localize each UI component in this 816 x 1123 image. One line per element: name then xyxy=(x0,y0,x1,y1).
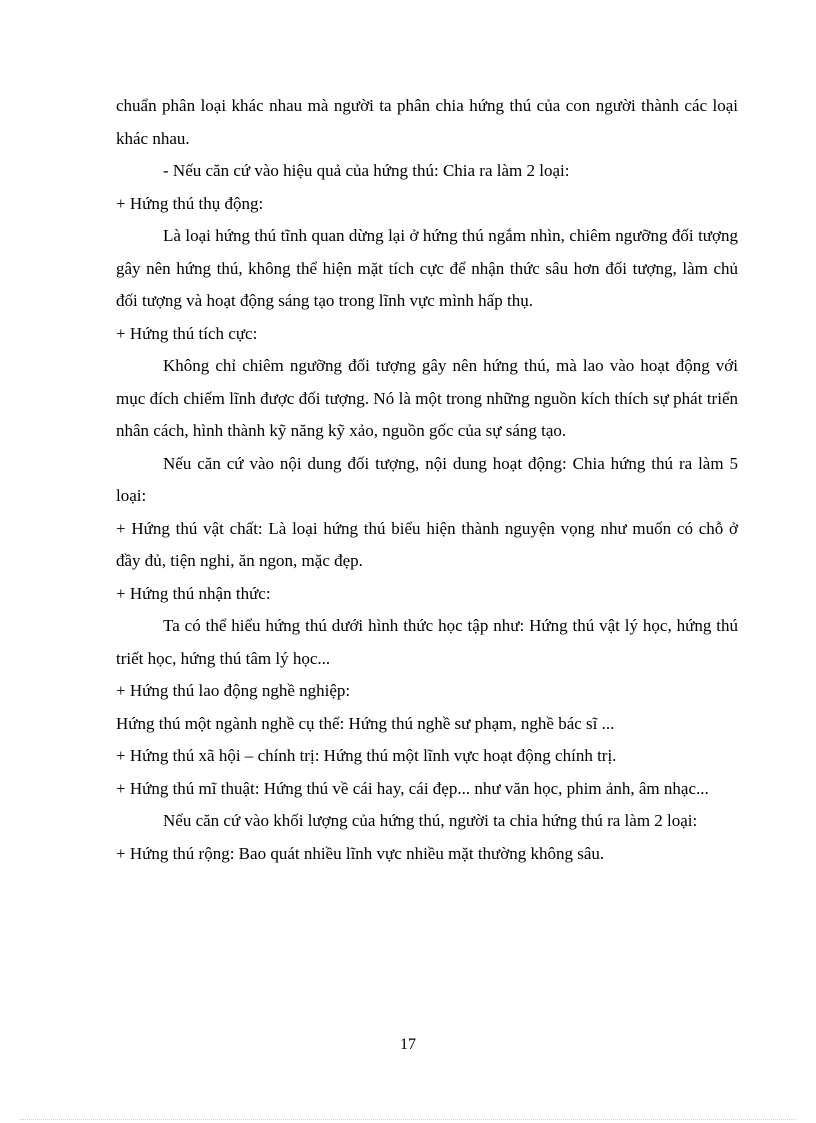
heading-passive-interest: + Hứng thú thụ động: xyxy=(116,193,264,213)
page-number: 17 xyxy=(400,1036,416,1053)
paragraph-vocational-interest: Hứng thú một ngành nghề cụ thể: Hứng thú nghề sư phạm, nghề bác sĩ ... xyxy=(116,713,615,733)
paragraph-2: - Nếu căn cứ vào hiệu quả của hứng thú: Chia ra làm 2 loại: xyxy=(163,161,570,180)
heading-vocational-interest: + Hứng thú lao động nghề nghiệp: xyxy=(116,681,351,700)
paragraph-1: chuẩn phân loại khác nhau mà người ta phân chia hứng thú của con người thành các loại khác nhau. xyxy=(116,96,738,148)
item-broad-interest: + Hứng thú rộng: Bao quát nhiều lĩnh vực nhiều mặt thường không sâu. xyxy=(116,843,605,863)
paragraph-volume-classification: Nếu căn cứ vào khối lượng của hứng thú, người ta chia hứng thú ra làm 2 loại: xyxy=(163,811,698,830)
body-text xyxy=(116,90,738,870)
heading-active-interest: + Hứng thú tích cực: xyxy=(116,323,258,343)
paragraph-cognitive-interest: Ta có thể hiểu hứng thú dưới hình thức học tập như: Hứng thú vật lý học, hứng thú triết học, hứng thú tâm lý học... xyxy=(116,616,738,668)
heading-cognitive-interest: + Hứng thú nhận thức: xyxy=(116,583,271,603)
paragraph-content-classification: Nếu căn cứ vào nội dung đối tượng, nội dung hoạt động: Chia hứng thú ra làm 5 loại: xyxy=(116,453,738,505)
item-aesthetic-interest: + Hứng thú mĩ thuật: Hứng thú về cái hay, cái đẹp... như văn học, phim ảnh, âm nhạc... xyxy=(116,778,709,798)
item-social-political-interest: + Hứng thú xã hội – chính trị: Hứng thú một lĩnh vực hoạt động chính trị. xyxy=(116,746,617,765)
item-material-interest: + Hứng thú vật chất: Là loại hứng thú biểu hiện thành nguyện vọng như muốn có chỗ ở đầy đủ, tiện nghi, ăn ngon, mặc đẹp. xyxy=(116,518,738,570)
paragraph-active-interest: Không chỉ chiêm ngưỡng đối tượng gây nên hứng thú, mà lao vào hoạt động với mục đích chiếm lĩnh được đối tượng. Nó là một trong những nguồn kích thích sự phát triển nhân cách, hình thành kỹ năng kỹ xảo, nguồn gốc của sự sáng tạo. xyxy=(116,356,738,440)
paragraph-passive-interest: Là loại hứng thú tĩnh quan dừng lại ở hứng thú ngắm nhìn, chiêm ngưỡng đối tượng gây nên hứng thú, không thể hiện mặt tích cực để nhận thức sâu hơn đối tượng, làm chủ đối tượng và hoạt động sáng tạo trong lĩnh vực mình hấp thụ. xyxy=(116,226,738,310)
page-bottom-divider xyxy=(20,1119,796,1120)
